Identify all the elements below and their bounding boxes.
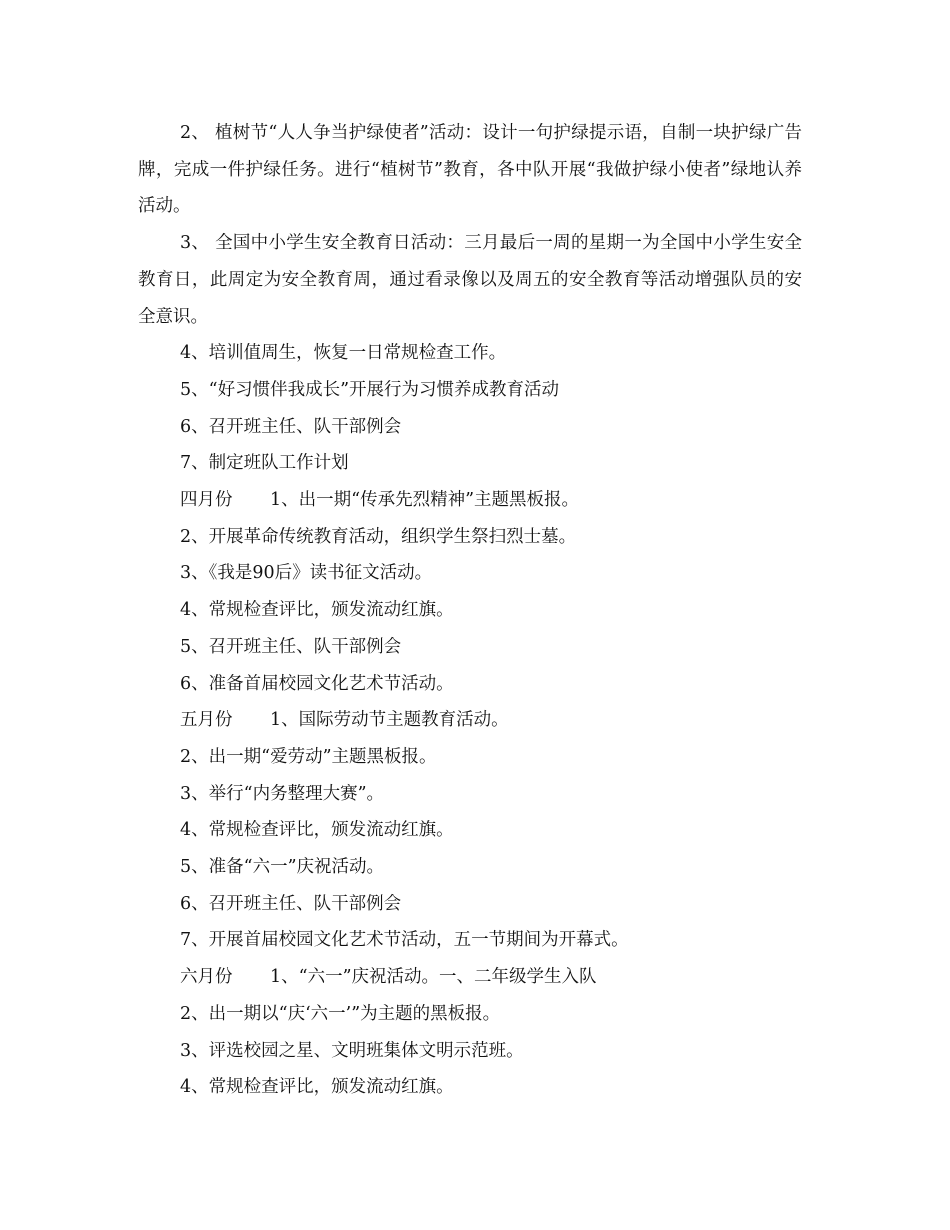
list-item: 7、制定班队工作计划 [180,453,349,474]
list-item: 4、常规检查评比，颁发流动红旗。 [180,600,454,621]
list-item: 7、开展首届校园文化艺术节活动，五一节期间为开幕式。 [180,930,629,951]
list-item: 5、准备“六一”庆祝活动。 [180,857,385,878]
document-body [138,115,802,1106]
month-label: 六月份 [180,967,233,988]
list-item: 2、开展革命传统教育活动，组织学生祭扫烈士墓。 [180,526,577,547]
month-label: 五月份 [180,710,233,731]
list-item: 2、出一期以“庆‘六一’”为主题的黑板报。 [180,1003,501,1024]
month-first-item: 1、出一期“传承先烈精神”主题黑板报。 [270,490,580,511]
list-item: 3、《我是90后》读书征文活动。 [180,563,433,584]
month-first-item: 1、“六一”庆祝活动。一、二年级学生入队 [270,967,597,988]
month-heading-may [138,702,802,739]
list-item: 6、召开班主任、队干部例会 [180,893,402,914]
list-item: 5、召开班主任、队干部例会 [180,636,402,657]
month-label: 四月份 [180,490,233,511]
month-heading-april [138,482,802,519]
paragraph-safety-education: 3、 全国中小学生安全教育日活动：三月最后一周的星期一为全国中小学生安全教育日，此周定为安全教育周，通过看录像以及周五的安全教育等活动增强队员的安全意识。 [138,233,802,327]
list-item: 4、培训值周生，恢复一日常规检查工作。 [180,343,507,364]
list-item: 4、常规检查评比，颁发流动红旗。 [180,1077,454,1098]
list-item: 5、“好习惯伴我成长”开展行为习惯养成教育活动 [180,379,560,400]
list-item: 3、评选校园之星、文明班集体文明示范班。 [180,1040,524,1061]
paragraph-tree-planting: 2、 植树节“人人争当护绿使者”活动：设计一句护绿提示语，自制一块护绿广告牌，完成一件护绿任务。进行“植树节”教育，各中队开展“我做护绿小使者”绿地认养活动。 [138,123,802,217]
month-heading-june [138,959,802,996]
list-item: 6、准备首届校园文化艺术节活动。 [180,673,454,694]
month-first-item: 1、国际劳动节主题教育活动。 [270,710,509,731]
list-item: 4、常规检查评比，颁发流动红旗。 [180,820,454,841]
list-item: 3、举行“内务整理大赛”。 [180,783,385,804]
list-item: 6、召开班主任、队干部例会 [180,416,402,437]
list-item: 2、出一期“爱劳动”主题黑板报。 [180,746,437,767]
